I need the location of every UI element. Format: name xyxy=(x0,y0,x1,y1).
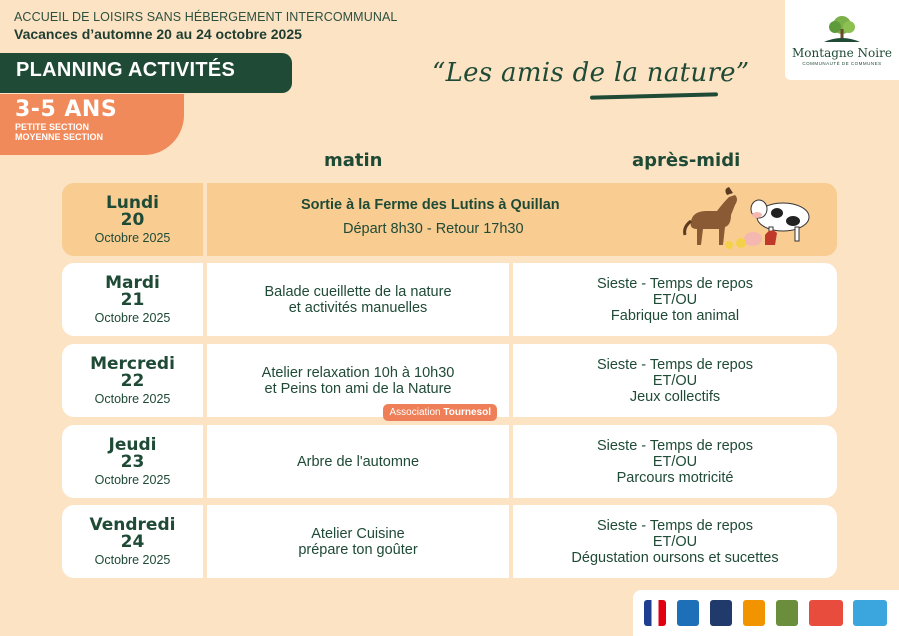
day-month: Octobre 2025 xyxy=(94,472,171,487)
activity-line: ET/OU xyxy=(652,453,698,470)
day-cell xyxy=(62,344,203,417)
morning-activity-cell xyxy=(207,505,509,578)
montagne-noire-logo xyxy=(785,0,899,80)
planning-banner: PLANNING ACTIVITÉS xyxy=(0,53,292,93)
day-number: 23 xyxy=(120,451,145,472)
day-month: Octobre 2025 xyxy=(94,310,171,325)
badge-name: Tournesol xyxy=(443,407,491,418)
organization-name: ACCUEIL DE LOISIRS SANS HÉBERGEMENT INTERCOMMUNAL xyxy=(14,10,398,24)
day-month: Octobre 2025 xyxy=(94,552,171,567)
activity-line: ET/OU xyxy=(652,533,698,550)
republique-francaise-logo xyxy=(644,600,666,626)
day-name: Mardi xyxy=(105,272,160,293)
activity-line: Arbre de l'automne xyxy=(296,453,420,470)
day-cell xyxy=(62,263,203,336)
day-cell xyxy=(62,505,203,578)
afternoon-activity-cell xyxy=(513,425,837,498)
trip-title: Sortie à la Ferme des Lutins à Quillan xyxy=(301,197,560,213)
age-block xyxy=(0,94,184,155)
age-label: 3-5 ANS xyxy=(15,97,118,122)
schedule-row-mercredi xyxy=(62,344,837,417)
logo-name: Montagne Noire xyxy=(792,46,892,60)
logo-subtitle: COMMUNAUTÉ DE COMMUNES xyxy=(802,61,882,66)
schedule-row-jeudi xyxy=(62,425,837,498)
day-month: Octobre 2025 xyxy=(94,230,171,245)
afternoon-activity-cell xyxy=(513,344,837,417)
day-name: Jeudi xyxy=(108,434,157,455)
activity-line: et Peins ton ami de la Nature xyxy=(264,380,452,397)
morning-activity-cell xyxy=(207,263,509,336)
association-badge xyxy=(383,404,497,421)
msa-logo xyxy=(710,600,732,626)
activity-line: Sieste - Temps de repos xyxy=(596,517,754,534)
activity-line: Balade cueillette de la nature xyxy=(264,283,452,300)
day-cell xyxy=(62,183,203,256)
activity-line: ET/OU xyxy=(652,291,698,308)
day-number: 21 xyxy=(120,289,145,310)
afternoon-activity-cell xyxy=(513,505,837,578)
section-petite: PETITE SECTION xyxy=(15,122,90,132)
day-cell xyxy=(62,425,203,498)
activity-line: Atelier relaxation 10h à 10h30 xyxy=(261,364,455,381)
column-header-afternoon: après-midi xyxy=(632,150,741,171)
schedule-row-mardi xyxy=(62,263,837,336)
caf-logo xyxy=(677,600,699,626)
activity-line: prépare ton goûter xyxy=(298,541,418,558)
partner-logos xyxy=(633,590,899,636)
commune-logo xyxy=(776,600,798,626)
activity-line: Jeux collectifs xyxy=(629,388,721,405)
schedule-row-lundi xyxy=(62,183,837,256)
activity-line: Sieste - Temps de repos xyxy=(596,437,754,454)
day-name: Mercredi xyxy=(90,353,175,374)
activity-line: Fabrique ton animal xyxy=(610,307,740,324)
farm-animals-icon xyxy=(673,183,823,256)
activity-line: et activités manuelles xyxy=(288,299,428,316)
trip-time: Départ 8h30 - Retour 17h30 xyxy=(343,221,524,237)
morning-activity-cell xyxy=(207,344,509,417)
column-header-morning: matin xyxy=(324,150,383,171)
activity-line: Atelier Cuisine xyxy=(311,525,405,542)
slogan-underline xyxy=(590,92,718,99)
day-name: Lundi xyxy=(105,192,160,213)
activity-line: Sieste - Temps de repos xyxy=(596,275,754,292)
day-name: Vendredi xyxy=(89,514,176,535)
activity-line: Parcours motricité xyxy=(616,469,734,486)
aude-logo xyxy=(743,600,765,626)
activity-line: Dégustation oursons et sucettes xyxy=(571,549,779,566)
day-number: 24 xyxy=(120,531,145,552)
holiday-period: Vacances d’automne 20 au 24 octobre 2025 xyxy=(14,26,302,42)
morning-activity-cell xyxy=(207,425,509,498)
schedule-row-vendredi xyxy=(62,505,837,578)
section-moyenne: MOYENNE SECTION xyxy=(15,132,104,142)
slogan: “Les amis de la nature” xyxy=(432,58,750,88)
activity-line: ET/OU xyxy=(652,372,698,389)
header xyxy=(14,10,397,42)
activity-line: Sieste - Temps de repos xyxy=(596,356,754,373)
badge-prefix: Association xyxy=(389,407,441,418)
rouge-monde-logo xyxy=(853,600,887,626)
day-number: 22 xyxy=(120,370,145,391)
day-number: 20 xyxy=(120,209,145,230)
associations-logo xyxy=(809,600,843,626)
tree-icon xyxy=(820,14,864,44)
full-day-activity-cell xyxy=(207,183,837,256)
day-month: Octobre 2025 xyxy=(94,391,171,406)
afternoon-activity-cell xyxy=(513,263,837,336)
